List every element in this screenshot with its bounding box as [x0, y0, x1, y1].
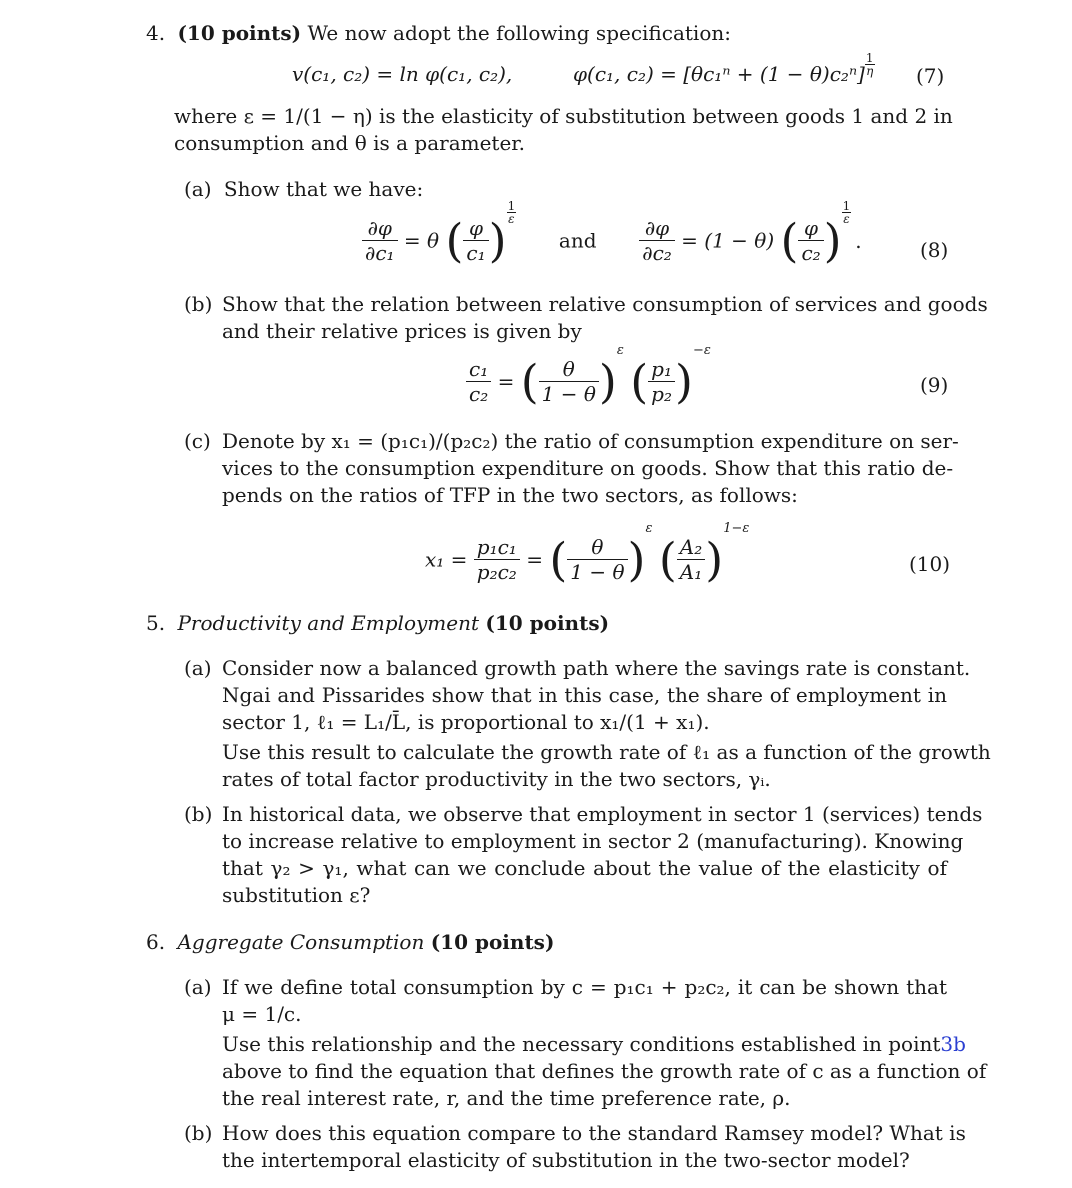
- q5b-label: (b): [184, 802, 213, 826]
- q4-number: 4.: [146, 21, 166, 45]
- q5-title: Productivity and Employment: [177, 611, 480, 635]
- eq9-paren-open-2: (: [630, 354, 649, 409]
- q6a-line5: the real interest rate, r, and the time preference rate, ρ.: [222, 1086, 791, 1110]
- eq8-phi-over-c2: $\frac{\varphi}{\text{c₂}}$: [798, 216, 823, 265]
- q5a-label: (a): [184, 656, 212, 680]
- q5b-line3: that γ₂ > γ₁, what can we conclude about the value of the elasticity of: [222, 856, 947, 880]
- q5a-line1: Consider now a balanced growth path where the savings rate is constant.: [222, 656, 971, 680]
- q5a-line2: Ngai and Pissarides show that in this case, the share of employment in: [222, 683, 947, 707]
- eq8-period: .: [855, 228, 862, 253]
- q4c-line1: Denote by x₁ = (p₁c₁)/(p₂c₂) the ratio of consumption expenditure on ser-: [222, 429, 959, 453]
- q6b-line1: How does this equation compare to the standard Ramsey model? What is: [222, 1121, 966, 1145]
- eq7-exponent: $\frac{1}{\eta}$: [865, 51, 874, 78]
- eq9-theta-frac: $\frac{\theta}{1 - \theta}$: [539, 357, 599, 406]
- q4a-label: (a): [184, 177, 212, 201]
- q5a-line5: rates of total factor productivity in the two sectors, γᵢ.: [222, 767, 771, 791]
- eq8-dphi-dc2: $\frac{\partial\varphi}{\text{∂c₂}}$: [639, 216, 675, 265]
- q5a-line4: Use this result to calculate the growth rate of ℓ₁ as a function of the growth: [222, 740, 991, 764]
- eq9-paren-close-1: ): [598, 354, 617, 409]
- eq10-paren-open-2: (: [658, 532, 677, 587]
- eq10-exp1: ε: [645, 521, 653, 536]
- q6-heading: [146, 929, 554, 956]
- eq9-paren-open-1: (: [520, 354, 539, 409]
- eq10-A2-over-A1: $\frac{\text{A₂}}{\text{A₁}}$: [677, 535, 705, 584]
- eq8-exponent-2: $\frac{1}{\varepsilon}$: [842, 199, 851, 226]
- q4-intro: We now adopt the following specification:: [307, 21, 731, 45]
- eq8-eq-theta: = θ: [403, 228, 440, 253]
- q4b-label: (b): [184, 292, 213, 316]
- q6-points: (10 points): [430, 930, 555, 954]
- eq10-exp2: 1−ε: [723, 521, 750, 536]
- q6a-line3-text: Use this relationship and the necessary conditions established in point: [222, 1032, 941, 1056]
- q6a-line3: [222, 1031, 966, 1058]
- eq9-exp1: ε: [616, 343, 624, 358]
- q5-number: 5.: [146, 611, 166, 635]
- eq8-right-paren-2: ): [823, 213, 842, 268]
- eq10-paren-close-2: ): [705, 532, 724, 587]
- q4b-line2: and their relative prices is given by: [222, 319, 582, 343]
- q4-heading: [146, 20, 731, 47]
- q4-where-line1: where ε = 1/(1 − η) is the elasticity of substitution between goods 1 and 2 in: [174, 104, 953, 128]
- q6a-line2: μ = 1/c.: [222, 1002, 302, 1026]
- q4-where-line2: consumption and θ is a parameter.: [174, 131, 526, 155]
- q4c-label: (c): [184, 429, 211, 453]
- q4-points: (10 points): [177, 21, 302, 45]
- q5b-line2: to increase relative to employment in sector 2 (manufacturing). Knowing: [222, 829, 964, 853]
- q4b-line1: Show that the relation between relative consumption of services and goods: [222, 292, 988, 316]
- eq8-eq-one-minus-theta: = (1 − θ): [681, 228, 775, 253]
- eq9-c1-over-c2: $\frac{\text{c₁}}{\text{c₂}}$: [466, 357, 491, 406]
- eq8-left-paren-2: (: [780, 213, 799, 268]
- eq9-exp2: −ε: [692, 343, 711, 358]
- eq9-paren-close-2: ): [674, 354, 693, 409]
- eq8-right-paren: ): [488, 213, 507, 268]
- q5b-line1: In historical data, we observe that employment in sector 1 (services) tends: [222, 802, 983, 826]
- q5a-line3: sector 1, ℓ₁ = L₁/L̄, is proportional to x₁/(1 + x₁).: [222, 710, 710, 734]
- q6-title: Aggregate Consumption: [177, 930, 425, 954]
- eq7-lhs: v(c₁, c₂) = ln φ(c₁, c₂),: [292, 62, 513, 86]
- q4c-line2: vices to the consumption expenditure on goods. Show that this ratio de-: [222, 456, 954, 480]
- q6b-label: (b): [184, 1121, 213, 1145]
- eq8-exponent-1: $\frac{1}{\varepsilon}$: [507, 199, 516, 226]
- q6-number: 6.: [146, 930, 166, 954]
- eq8-dphi-dc1: $\frac{\partial\varphi}{\text{∂c₁}}$: [362, 216, 398, 265]
- eq10-tag: (10): [909, 552, 951, 576]
- q6a-label: (a): [184, 975, 212, 999]
- q6b-line2: the intertemporal elasticity of substitution in the two-sector model?: [222, 1148, 910, 1172]
- eq8-and: and: [558, 228, 597, 253]
- eq8-tag: (8): [920, 238, 949, 262]
- eq8-phi-over-c1: $\frac{\varphi}{\text{c₁}}$: [463, 216, 488, 265]
- q5-points: (10 points): [485, 611, 610, 635]
- eq9-p1-over-p2: $\frac{\text{p₁}}{\text{p₂}}$: [648, 357, 675, 406]
- q5b-line4: substitution ε?: [222, 883, 371, 907]
- q6a-line1: If we define total consumption by c = p₁c₁ + p₂c₂, it can be shown that: [222, 975, 947, 999]
- eq10-paren-open-1: (: [549, 532, 568, 587]
- eq7-rhs: φ(c₁, c₂) = [θc₁ⁿ + (1 − θ)c₂ⁿ]: [573, 62, 865, 86]
- eq10-lhs: x₁ =: [425, 547, 468, 572]
- q4a: [184, 176, 423, 203]
- eq10-theta-frac: $\frac{\theta}{1 - \theta}$: [567, 535, 627, 584]
- eq9-tag: (9): [920, 373, 949, 397]
- q5-heading: [146, 610, 609, 637]
- equation-7: [292, 51, 875, 87]
- q4c-line3: pends on the ratios of TFP in the two sectors, as follows:: [222, 483, 798, 507]
- q6a-line4: above to find the equation that defines the growth rate of c as a function of: [222, 1059, 987, 1083]
- equation-8: [362, 199, 862, 268]
- equation-9: [466, 343, 711, 409]
- eq10-paren-close-1: ): [627, 532, 646, 587]
- eq7-tag: (7): [916, 64, 945, 88]
- q4a-text: Show that we have:: [223, 177, 424, 201]
- eq9-eq: =: [497, 369, 515, 394]
- eq10-eq: =: [526, 547, 543, 572]
- eq8-left-paren: (: [445, 213, 464, 268]
- ref-3b-link[interactable]: 3b: [940, 1032, 966, 1056]
- eq10-p1c1-over-p2c2: $\frac{\text{p₁c₁}}{\text{p₂c₂}}$: [474, 535, 520, 584]
